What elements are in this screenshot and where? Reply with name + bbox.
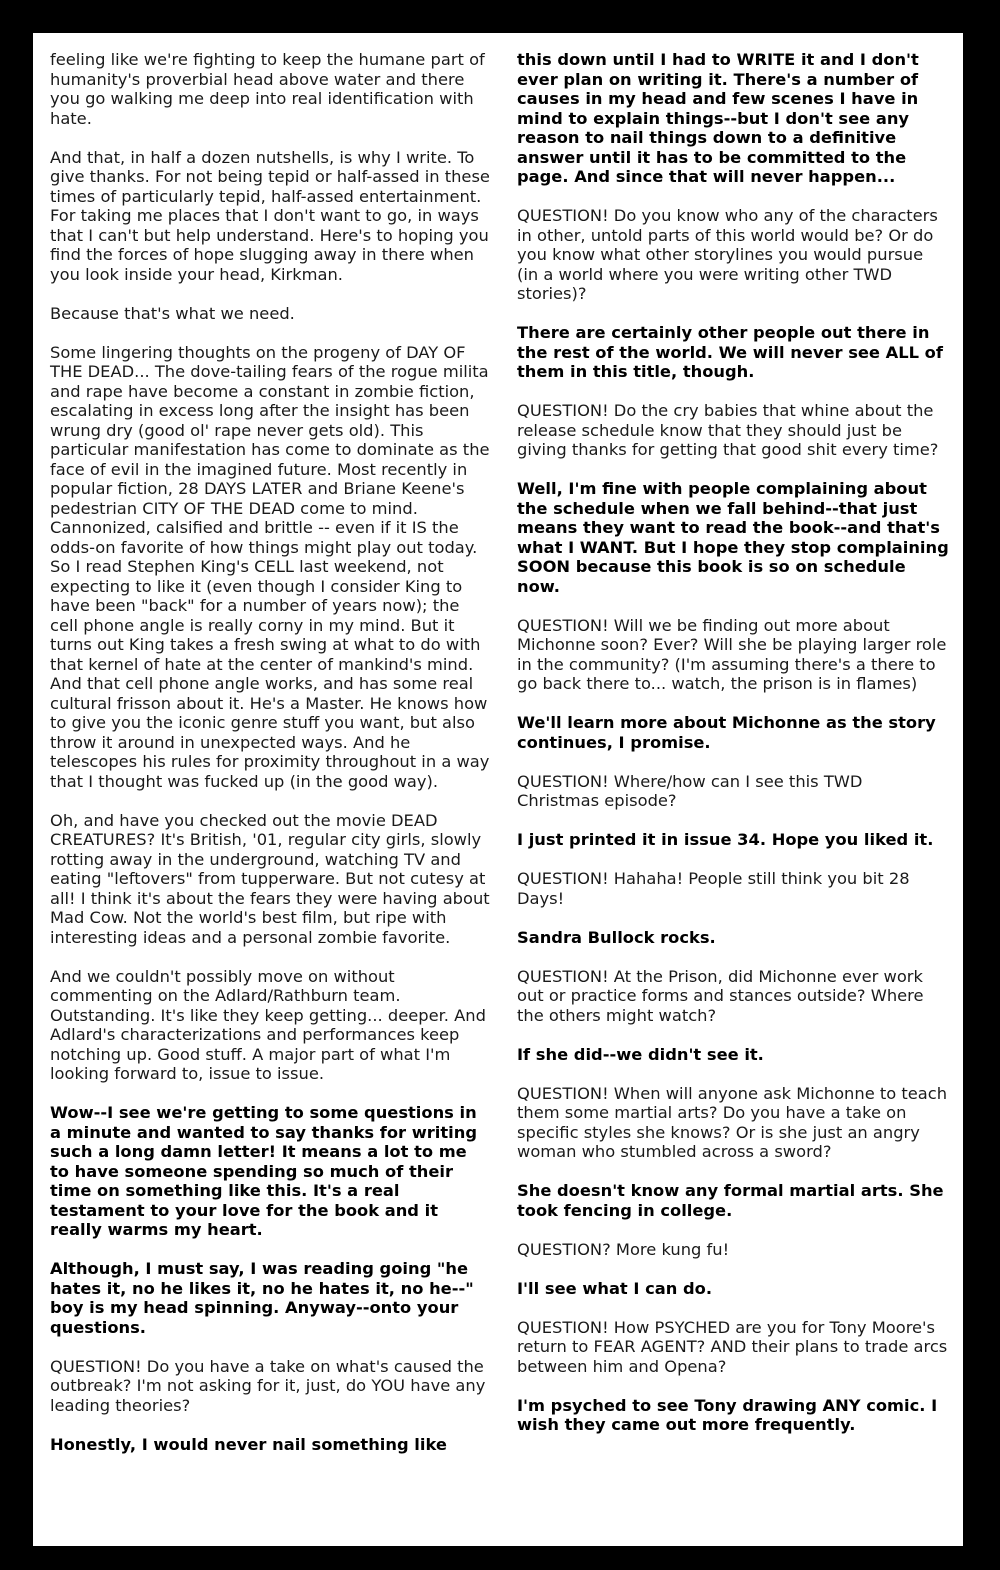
question-paragraph: QUESTION! Do the cry babies that whine about the release schedule know that they should just be giving thanks for getting that good shit every time?	[517, 401, 939, 459]
reply-paragraph: Although, I must say, I was reading going "he hates it, no he likes it, no he hates it, no he--" boy is my head spinning. Anyway--onto your questions.	[50, 1259, 474, 1337]
reply-paragraph: Honestly, I would never nail something like	[50, 1434, 447, 1454]
reply-paragraph: I just printed it in issue 34. Hope you liked it.	[517, 830, 934, 849]
question-paragraph: QUESTION! At the Prison, did Michonne ever work out or practice forms and stances outside? Where the others might watch?	[517, 966, 924, 1025]
reply-paragraph: Sandra Bullock rocks.	[517, 927, 716, 947]
reply-paragraph: There are certainly other people out there in the rest of the world. We will never see ALL of them in this title, though.	[517, 323, 943, 381]
question-paragraph: QUESTION! Do you have a take on what's caused the outbreak? I'm not asking for it, just, do YOU have any leading theories?	[50, 1356, 486, 1415]
paragraph: Some lingering thoughts on the progeny of DAY OF THE DEAD... The dove-tailing fears of the rogue milita and rape have become a constant in zombie fiction, escalating in excess long after the insight has been wrung dry (good ol' rape never gets old). This particular manifestation has come to dominate as the face of evil in the imagined future. Most recently in popular fiction, 28 DAYS LATER and Briane Keene's pedestrian CITY OF THE DEAD come to mind. Cannonized, calsified and brittle -- even if it IS the odds-on favorite of how things might play out today. So I read Stephen King's CELL last weekend, not expecting to like it (even though I consider King to have been "back" for a number of years now); the cell phone angle is really corny in my mind. But it turns out King takes a fresh swing at what to do with that kernel of hate at the center of mankind's mind. And that cell phone angle works, and has some real cultural frisson about it. He's a Master. He knows how to give you the iconic genre stuff you want, but also throw it around in unexpected ways. And he telescopes his rules for proximity throughout in a way that I thought was fucked up (in the good way).	[50, 342, 490, 791]
reply-paragraph: this down until I had to WRITE it and I don't ever plan on writing it. There's a number of causes in my head and few scenes I have in mind to explain things--but I don't see any reason to nail things down to a definitive answer until it has to be committed to the page. And since that will never happen...	[517, 50, 919, 186]
paragraph: Because that's what we need.	[50, 303, 295, 323]
paragraph: feeling like we're fighting to keep the humane part of humanity's proverbial head above water and there you go walking me deep into real identification with hate.	[50, 50, 485, 128]
letters-page	[33, 33, 963, 1546]
reply-paragraph: Wow--I see we're getting to some questions in a minute and wanted to say thanks for writing such a long damn letter! It means a lot to me to have someone spending so much of their time on something like this. It's a real testament to your love for the book and it really warms my heart.	[50, 1103, 478, 1239]
paragraph: And we couldn't possibly move on without commenting on the Adlard/Rathburn team. Outstanding. It's like they keep getting... deeper. And Adlard's characterizations and performances keep notching up. Good stuff. A major part of what I'm looking forward to, issue to issue.	[50, 966, 486, 1083]
reply-paragraph: I'll see what I can do.	[517, 1278, 713, 1298]
question-paragraph: QUESTION! Will we be finding out more about Michonne soon? Ever? Will she be playing larger role in the community? (I'm assuming there's a there to go back there to... watch, the prison is in flames)	[517, 615, 947, 693]
question-paragraph: QUESTION! Where/how can I see this TWD Christmas episode?	[517, 771, 863, 810]
reply-paragraph: We'll learn more about Michonne as the story continues, I promise.	[517, 713, 936, 752]
reply-paragraph: If she did--we didn't see it.	[517, 1044, 764, 1064]
right-column	[517, 50, 949, 1454]
reply-paragraph: She doesn't know any formal martial arts. She took fencing in college.	[517, 1181, 944, 1220]
reply-paragraph: Well, I'm fine with people complaining about the schedule when we fall behind--that just means they want to read the book--and that's what I WANT. But I hope they stop complaining SOON because this book is so on schedule now.	[517, 479, 949, 596]
paragraph: And that, in half a dozen nutshells, is why I write. To give thanks. For not being tepid or half-assed in these times of particularly tepid, half-assed entertainment. For taking me places that I don't want to go, in ways that I can't but help understand. Here's to hoping you find the forces of hope slugging away in there when you look inside your head, Kirkman.	[50, 147, 490, 284]
question-paragraph: QUESTION! Hahaha! People still think you bit 28 Days!	[517, 869, 910, 908]
question-paragraph: QUESTION! Do you know who any of the characters in other, untold parts of this world would be? Or do you know what other storylines you would pursue (in a world where you were writing other TWD stories)?	[517, 206, 938, 303]
question-paragraph: QUESTION! When will anyone ask Michonne to teach them some martial arts? Do you have a take on specific styles she knows? Or is she just an angry woman who stumbled across a sword?	[517, 1083, 948, 1161]
paragraph: Oh, and have you checked out the movie DEAD CREATURES? It's British, '01, regular city girls, slowly rotting away in the underground, watching TV and eating "leftovers" from tupperware. But not cutesy at all! I think it's about the fears they were having about Mad Cow. Not the world's best film, but ripe with interesting ideas and a personal zombie favorite.	[50, 810, 490, 947]
question-paragraph: QUESTION! How PSYCHED are you for Tony Moore's return to FEAR AGENT? AND their plans to trade arcs between him and Opena?	[517, 1317, 948, 1376]
reply-paragraph: I'm psyched to see Tony drawing ANY comic. I wish they came out more frequently.	[517, 1395, 938, 1434]
left-column	[50, 50, 490, 1474]
question-paragraph: QUESTION? More kung fu!	[517, 1239, 730, 1259]
